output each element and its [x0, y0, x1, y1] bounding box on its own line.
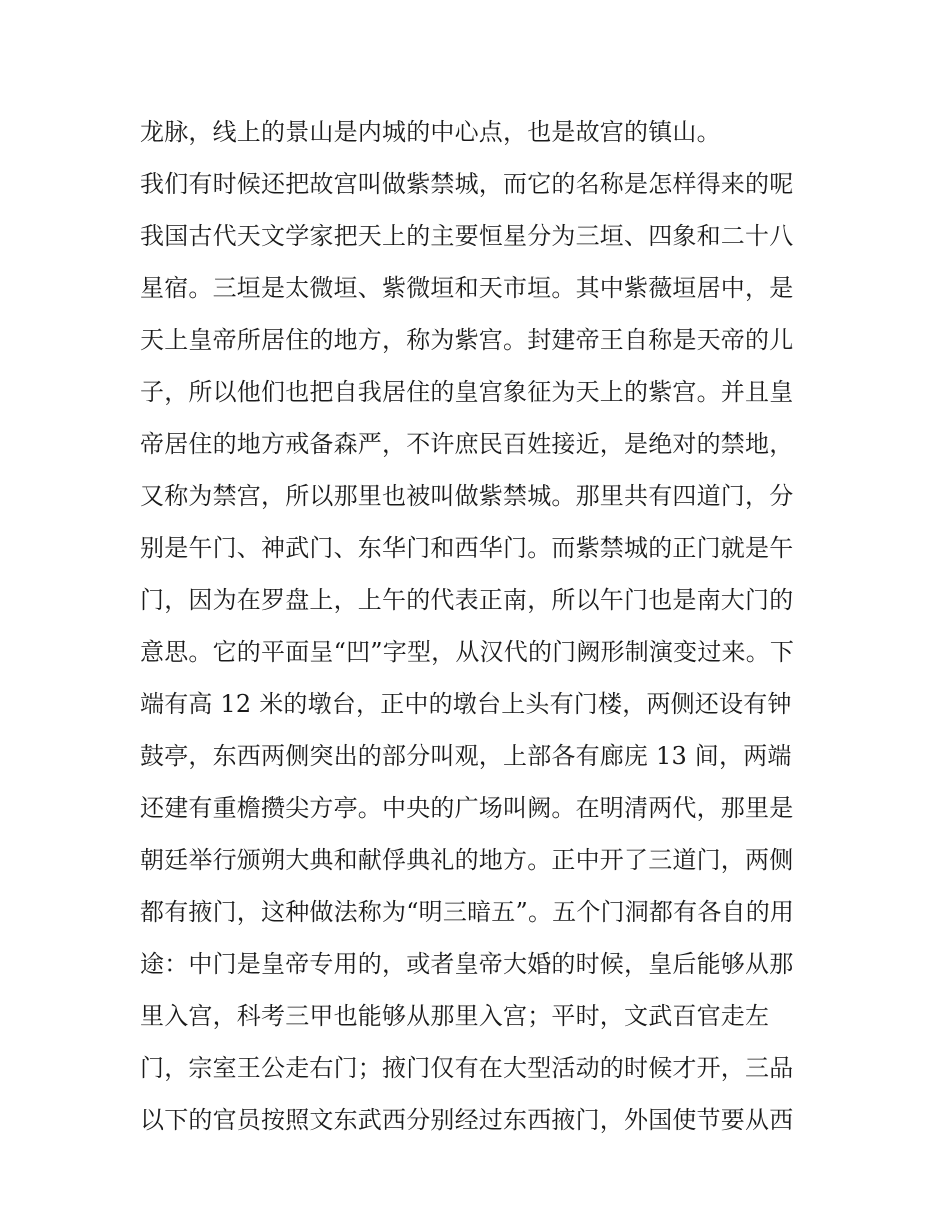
text-line: 意思。它的平面呈“凹”字型，从汉代的门阙形制演变过来。下 [140, 638, 795, 666]
text-line: 我国古代天文学家把天上的主要恒星分为三垣、四象和二十八 [140, 222, 794, 250]
body-text [140, 106, 820, 1146]
text-line: 门，因为在罗盘上，上午的代表正南，所以午门也是南大门的 [140, 586, 794, 614]
text-line: 鼓亭，东西两侧突出的部分叫观，上部各有廊庑 13 间，两端 [140, 742, 792, 770]
text-line: 端有高 12 米的墩台，正中的墩台上头有门楼，两侧还设有钟 [140, 690, 792, 718]
text-line: 里入宫，科考三甲也能够从那里入宫；平时，文武百官走左 [140, 1002, 770, 1030]
text-line: 门，宗室王公走右门；掖门仅有在大型活动的时候才开，三品 [140, 1054, 794, 1082]
text-line: 朝廷举行颁朔大典和献俘典礼的地方。正中开了三道门，两侧 [140, 846, 794, 874]
text-line: 星宿。三垣是太微垣、紫微垣和天市垣。其中紫薇垣居中，是 [140, 274, 794, 302]
text-line: 途：中门是皇帝专用的，或者皇帝大婚的时候，皇后能够从那 [140, 950, 794, 978]
text-line: 帝居住的地方戒备森严，不许庶民百姓接近，是绝对的禁地， [140, 430, 794, 458]
text-line: 别是午门、神武门、东华门和西华门。而紫禁城的正门就是午 [140, 534, 794, 562]
text-line: 天上皇帝所居住的地方，称为紫宫。封建帝王自称是天帝的儿 [140, 326, 794, 354]
text-line: 以下的官员按照文东武西分别经过东西掖门，外国使节要从西 [140, 1106, 794, 1134]
text-line: 我们有时候还把故宫叫做紫禁城，而它的名称是怎样得来的呢 [140, 170, 794, 198]
text-line: 又称为禁宫，所以那里也被叫做紫禁城。那里共有四道门，分 [140, 482, 794, 510]
text-line: 还建有重檐攒尖方亭。中央的广场叫阙。在明清两代，那里是 [140, 794, 794, 822]
text-line: 都有掖门，这种做法称为“明三暗五”。五个门洞都有各自的用 [140, 898, 795, 926]
text-line: 子，所以他们也把自我居住的皇宫象征为天上的紫宫。并且皇 [140, 378, 794, 406]
text-line: 龙脉，线上的景山是内城的中心点，也是故宫的镇山。 [140, 118, 721, 146]
